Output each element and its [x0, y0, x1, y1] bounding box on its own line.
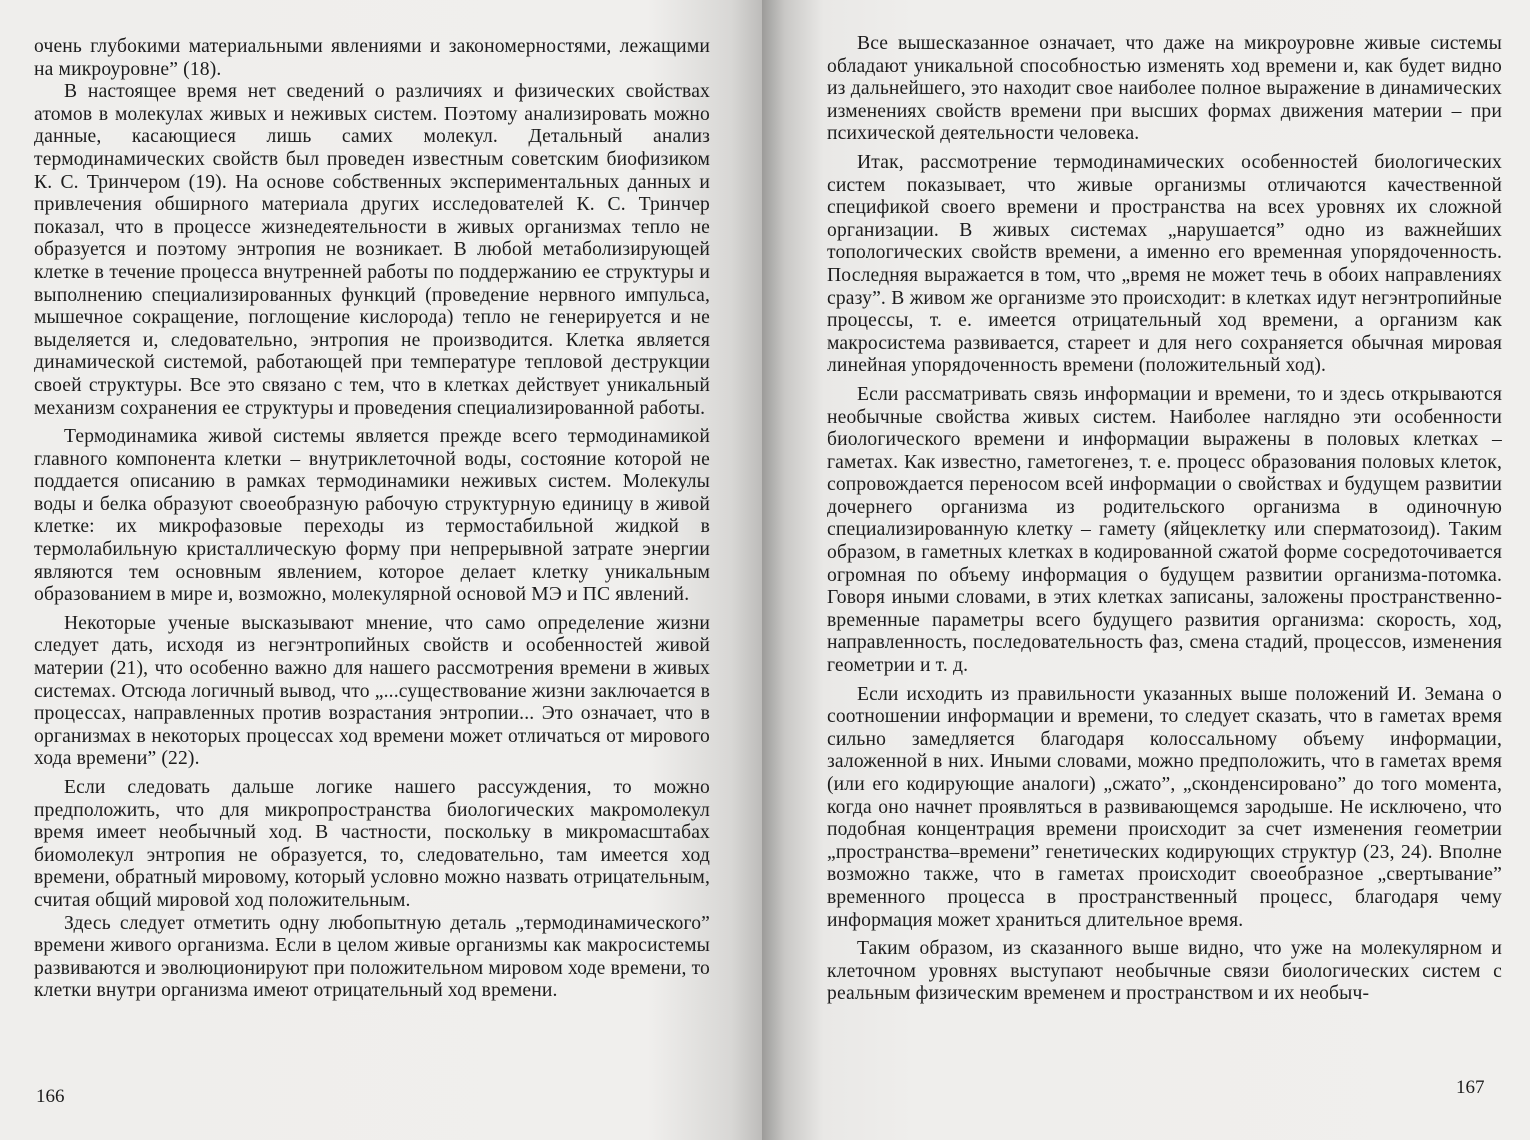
- right-page-text: [827, 33, 1502, 1006]
- page-number: 166: [36, 1086, 65, 1107]
- paragraph: Здесь следует отметить одну любопытную деталь „термодинамического” времени живого организма. Если в целом живые организмы как макросистемы развиваются и эволюционируют при положительном мировом ходе времени, то клетки внутри организма имеют отрицательный ход времени.: [34, 912, 710, 1002]
- paragraph: Все вышесказанное означает, что даже на микроуровне живые системы обладают уникальной способностью изменять ход времени и, как будет видно из дальнейшего, это находит свое наиболее полное выражение в динамических изменениях свойств времени при высших формах движения материи – при психической деятельности человека.: [827, 33, 1502, 145]
- paragraph: Если рассматривать связь информации и времени, то и здесь открываются необычные свойства живых систем. Наиболее наглядно эти особенности биологического времени и информации выражены в половых клетках – гаметах. Как известно, гаметогенез, т. е. процесс образования половых клеток, сопровождается переносом всей информации о свойствах и будущем развитии дочернего организма из родительского организма в одиночную специализированную клетку – гамету (яйцеклетку или сперматозоид). Таким образом, в гаметных клетках в кодированной сжатой форме сосредоточивается огромная по объему информация о будущем развитии организма-потомка. Говоря иными словами, в этих клетках записаны, заложены пространственно-временные параметры всего будущего развития организма: скорость, ход, направленность, последовательность фаз, смена стадий, процессов, изменения геометрии и т. д.: [827, 383, 1502, 677]
- paragraph: Термодинамика живой системы является прежде всего термодинамикой главного компонента клетки – внутриклеточной воды, состояние которой не поддается описанию в рамках термодинамики неживых систем. Молекулы воды и белка образуют своеобразную рабочую структурную единицу в живой клетке: их микрофазовые переходы из термостабильной жидкой в термолабильную кристаллическую форму при непрерывной затрате энергии являются тем основным явлением, которое делает клетку уникальным образованием в мире и, возможно, молекулярной основой МЭ и ПС явлений.: [34, 426, 710, 606]
- left-page-text: [34, 36, 710, 1003]
- left-page: [0, 0, 762, 1140]
- paragraph: Если следовать дальше логике нашего рассуждения, то можно предположить, что для микропространства биологических макромолекул время имеет необычный ход. В частности, поскольку в микромасштабах биомолекул энтропия не образуется, то, следовательно, там имеется ход времени, обратный мировому, который условно можно назвать отрицательным, считая общий мировой ход положительным.: [34, 777, 710, 911]
- paragraph: Итак, рассмотрение термодинамических особенностей биологических систем показывает, что живые организмы отличаются качественной спецификой своего времени и пространства на всех уровнях их сложной организации. В живых системах „нарушается” одно из важнейших топологических свойств времени, а именно его временная упорядоченность. Последняя выражается в том, что „время не может течь в обоих направлениях сразу”. В живом же организме это происходит: в клетках идут негэнтропийные процессы, т. е. имеется отрицательный ход времени, а организм как макросистема развивается, стареет и для него сохраняется обычная мировая линейная упорядоченность времени (положительный ход).: [827, 151, 1502, 377]
- paragraph: Таким образом, из сказанного выше видно, что уже на молекулярном и клеточном уровнях выступают необычные связи биологических систем с реальным физическим временем и пространством и их необыч-: [827, 938, 1502, 1005]
- page-number: 167: [1456, 1077, 1485, 1098]
- right-page: [762, 0, 1530, 1140]
- paragraph: Некоторые ученые высказывают мнение, что само определение жизни следует дать, исходя из негэнтропийных свойств и особенностей живой материи (21), что особенно важно для нашего рассмотрения времени в живых системах. Отсюда логичный вывод, что „...существование жизни заключается в процессах, направленных против возрастания энтропии... Это означает, что в организмах в некоторых процессах ход времени может отличаться от мирового хода времени” (22).: [34, 612, 710, 770]
- paragraph: очень глубокими материальными явлениями и закономерностями, лежащими на микроуровне” (18).: [34, 36, 710, 80]
- paragraph: В настоящее время нет сведений о различиях и физических свойствах атомов в молекулах живых и неживых систем. Поэтому анализировать можно данные, касающиеся лишь самих молекул. Детальный анализ термодинамических свойств был проведен известным советским биофизиком К. С. Тринчером (19). На основе собственных экспериментальных данных и привлечения обширного материала других исследователей К. С. Тринчер показал, что в процессе жизнедеятельности в живых организмах тепло не образуется и поэтому энтропия не возникает. В любой метаболизирующей клетке в течение процесса внутренней работы по поддержанию ее структуры и выполнению специализированных функций (проведение нервного импульса, мышечное сокращение, поглощение кислорода) тепло не генерируется и не выделяется и, следовательно, энтропия не производится. Клетка является динамической системой, работающей при температуре тепловой деструкции своей структуры. Все это связано с тем, что в клетках действует уникальный механизм сохранения ее структуры и проведения специализированной работы.: [34, 81, 710, 419]
- paragraph: Если исходить из правильности указанных выше положений И. Земана о соотношении информации и времени, то следует сказать, что в гаметах время сильно замедляется благодаря колоссальному объему информации, заложенной в них. Иными словами, можно предположить, что в гаметах время (или его кодирующие аналоги) „сжато”, „сконденсировано” до того момента, когда оно начнет проявляться в развивающемся зародыше. Не исключено, что подобная концентрация времени происходит за счет изменения геометрии „пространства–времени” генетических кодирующих структур (23, 24). Вполне возможно также, что в гаметах происходит своеобразное „свертывание” временного процесса в пространственный процесс, благодаря чему информация может храниться длительное время.: [827, 683, 1502, 931]
